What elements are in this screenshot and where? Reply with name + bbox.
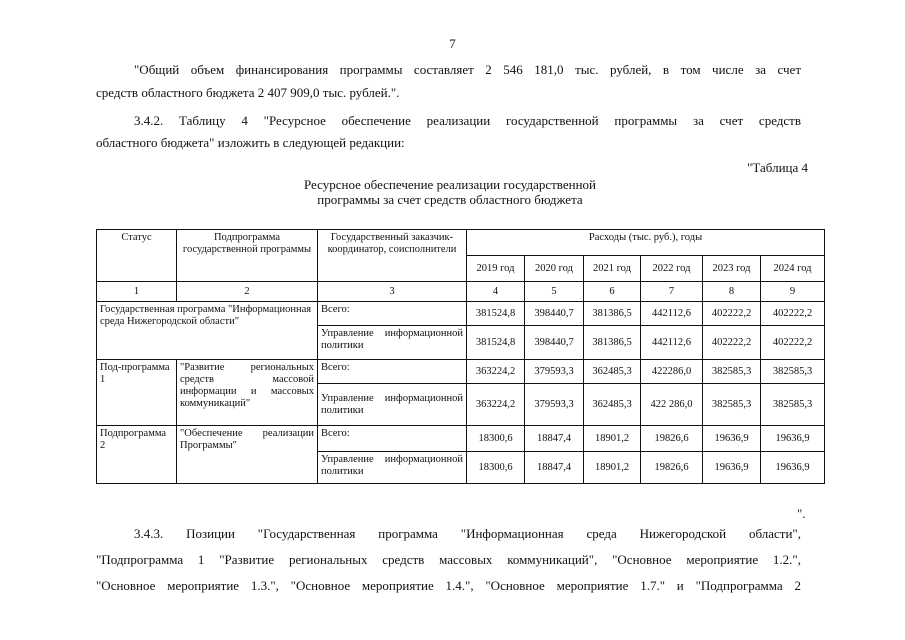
status-cell: Государственная программа "Информационная среда Нижегородской области" bbox=[97, 302, 318, 360]
value-cell: 363224,2 bbox=[467, 360, 525, 384]
value-cell: 422 286,0 bbox=[641, 384, 703, 426]
value-cell: 381386,5 bbox=[584, 326, 641, 360]
column-number: 2 bbox=[177, 282, 318, 302]
funding-paragraph-end bbox=[96, 83, 801, 103]
value-cell: 18847,4 bbox=[525, 426, 584, 452]
value-cell: 402222,2 bbox=[703, 326, 761, 360]
table-label: "Таблица 4 bbox=[747, 160, 808, 175]
status-cell: Под-программа 1 bbox=[97, 360, 177, 426]
value-cell: 379593,3 bbox=[525, 360, 584, 384]
table-title-line-2: программы за счет средств областного бюджета bbox=[317, 192, 583, 207]
value-cell: 382585,3 bbox=[703, 360, 761, 384]
header-year: 2024 год bbox=[761, 256, 825, 282]
value-cell: 382585,3 bbox=[761, 360, 825, 384]
column-number-row bbox=[97, 282, 825, 302]
value-cell: 18300,6 bbox=[467, 426, 525, 452]
header-year: 2022 год bbox=[641, 256, 703, 282]
column-number: 9 bbox=[761, 282, 825, 302]
header-year: 2019 год bbox=[467, 256, 525, 282]
value-cell: 18901,2 bbox=[584, 426, 641, 452]
value-cell: 19636,9 bbox=[761, 426, 825, 452]
value-cell: 422286,0 bbox=[641, 360, 703, 384]
value-cell: 19636,9 bbox=[703, 452, 761, 484]
header-customer: Государственный заказчик-координатор, соисполнители bbox=[318, 230, 467, 282]
column-number: 4 bbox=[467, 282, 525, 302]
column-number: 3 bbox=[318, 282, 467, 302]
table-edit-paragraph bbox=[96, 111, 801, 131]
value-cell: 382585,3 bbox=[761, 384, 825, 426]
header-year: 2020 год bbox=[525, 256, 584, 282]
header-row-1 bbox=[97, 230, 825, 256]
positions-paragraph-3 bbox=[96, 576, 801, 596]
value-cell: 398440,7 bbox=[525, 302, 584, 326]
column-number: 1 bbox=[97, 282, 177, 302]
positions-line-1: 3.4.3. Позиции "Государственная программа "Информационная среда Нижегородской области", bbox=[134, 526, 801, 541]
column-number: 7 bbox=[641, 282, 703, 302]
value-cell: 18300,6 bbox=[467, 452, 525, 484]
value-cell: 18847,4 bbox=[525, 452, 584, 484]
value-cell: 442112,6 bbox=[641, 302, 703, 326]
funding-paragraph bbox=[96, 60, 801, 80]
positions-line-3: "Основное мероприятие 1.3.", "Основное мероприятие 1.4.", "Основное мероприятие 1.7." и "Подпрограмма 2 bbox=[96, 578, 801, 593]
table-edit-line-1: 3.4.2. Таблицу 4 "Ресурсное обеспечение реализации государственной программы за счет средств bbox=[134, 113, 801, 128]
value-cell: 402222,2 bbox=[703, 302, 761, 326]
value-cell: 382585,3 bbox=[703, 384, 761, 426]
table-edit-paragraph-end bbox=[96, 133, 801, 153]
funding-line-2: средств областного бюджета 2 407 909,0 тыс. рублей.". bbox=[96, 85, 400, 100]
subprogram-cell: "Развитие региональных средств массовой информации и массовых коммуникаций" bbox=[177, 360, 318, 426]
table-title bbox=[200, 177, 700, 207]
value-cell: 381524,8 bbox=[467, 302, 525, 326]
value-cell: 18901,2 bbox=[584, 452, 641, 484]
table-row bbox=[97, 426, 825, 452]
value-cell: 379593,3 bbox=[525, 384, 584, 426]
customer-cell: Всего: bbox=[318, 426, 467, 452]
value-cell: 398440,7 bbox=[525, 326, 584, 360]
value-cell: 442112,6 bbox=[641, 326, 703, 360]
closing-quote: ". bbox=[797, 506, 806, 521]
value-cell: 363224,2 bbox=[467, 384, 525, 426]
value-cell: 402222,2 bbox=[761, 302, 825, 326]
header-year: 2021 год bbox=[584, 256, 641, 282]
value-cell: 362485,3 bbox=[584, 360, 641, 384]
value-cell: 19636,9 bbox=[761, 452, 825, 484]
customer-cell: Управление информационной политики bbox=[318, 452, 467, 484]
status-cell: Подпрограмма 2 bbox=[97, 426, 177, 484]
positions-paragraph bbox=[96, 524, 801, 544]
funding-line-1: "Общий объем финансирования программы составляет 2 546 181,0 тыс. рублей, в том числе за счет bbox=[134, 62, 801, 77]
value-cell: 362485,3 bbox=[584, 384, 641, 426]
column-number: 6 bbox=[584, 282, 641, 302]
value-cell: 381386,5 bbox=[584, 302, 641, 326]
table-row bbox=[97, 360, 825, 384]
customer-cell: Управление информационной политики bbox=[318, 326, 467, 360]
value-cell: 19636,9 bbox=[703, 426, 761, 452]
column-number: 5 bbox=[525, 282, 584, 302]
positions-paragraph-2 bbox=[96, 550, 801, 570]
customer-cell: Всего: bbox=[318, 302, 467, 326]
customer-cell: Всего: bbox=[318, 360, 467, 384]
value-cell: 19826,6 bbox=[641, 452, 703, 484]
header-expenses: Расходы (тыс. руб.), годы bbox=[467, 230, 825, 256]
page-number: 7 bbox=[449, 36, 456, 51]
header-subprogram: Подпрограмма государственной программы bbox=[177, 230, 318, 282]
resource-table bbox=[96, 229, 825, 484]
value-cell: 381524,8 bbox=[467, 326, 525, 360]
table-row bbox=[97, 302, 825, 326]
header-status: Статус bbox=[97, 230, 177, 282]
table-title-line-1: Ресурсное обеспечение реализации государственной bbox=[303, 177, 597, 192]
value-cell: 402222,2 bbox=[761, 326, 825, 360]
subprogram-cell: "Обеспечение реализации Программы" bbox=[177, 426, 318, 484]
positions-line-2: "Подпрограмма 1 "Развитие региональных средств массовых коммуникаций", "Основное мероприятие 1.2.", bbox=[96, 552, 801, 567]
value-cell: 19826,6 bbox=[641, 426, 703, 452]
table-edit-line-2: областного бюджета" изложить в следующей редакции: bbox=[96, 135, 405, 150]
customer-cell: Управление информационной политики bbox=[318, 384, 467, 426]
header-year: 2023 год bbox=[703, 256, 761, 282]
column-number: 8 bbox=[703, 282, 761, 302]
